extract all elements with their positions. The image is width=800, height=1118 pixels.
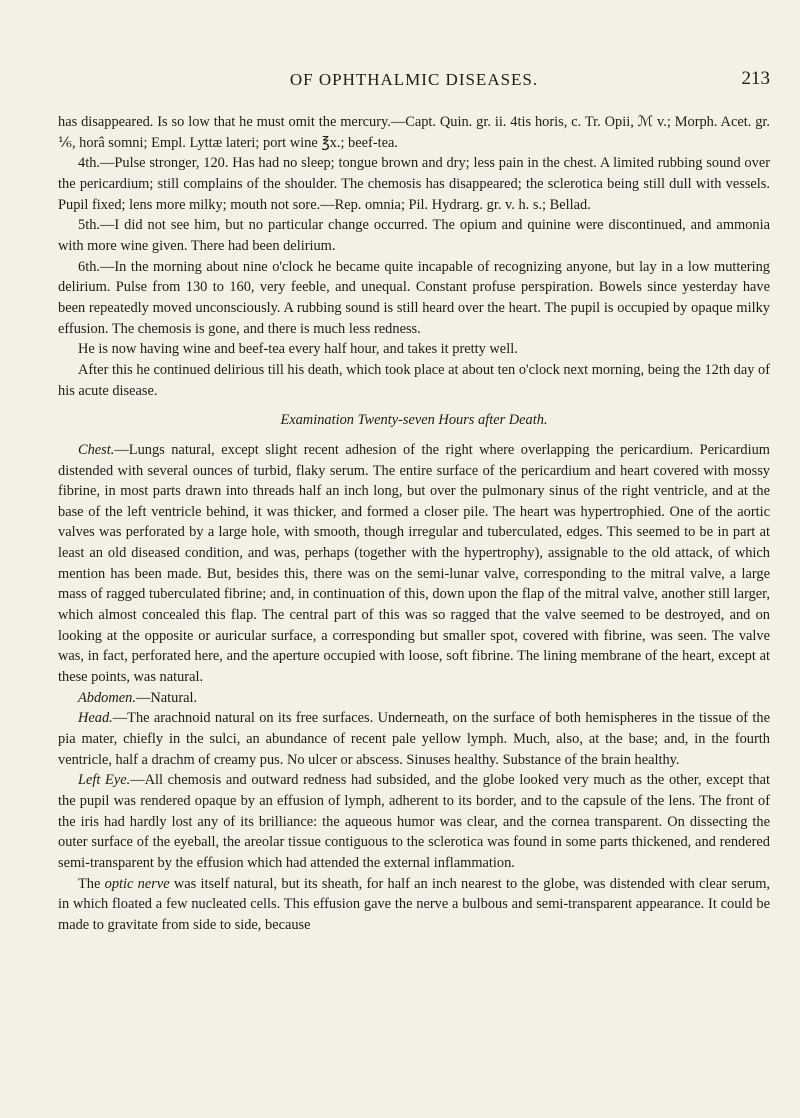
finding-text: —The arachnoid natural on its free surfaces. Underneath, on the surface of both hemispheres in the tissue of the pia mater, chiefly in the sulci, an abundance of recent pale yellow lymph. Much, also, at the base; and, in the fourth ventricle, half a drachm of creamy pus. No ulcer or abscess. Sinuses healthy. Substance of the brain healthy.: [58, 710, 770, 768]
finding-prefix: The: [78, 875, 105, 892]
paragraph-4th: 4th.—Pulse stronger, 120. Has had no sleep; tongue brown and dry; less pain in the chest. A limited rubbing sound over the pericardium; still complains of the shoulder. The chemosis has disappeared; the sclerotica being still dull with vessels. Pupil fixed; lens more milky; mouth not sore.—Rep. omnia; Pil. Hydrarg. gr. v. h. s.; Bellad.: [58, 155, 770, 213]
section-heading: Examination Twenty-seven Hours after Death.: [280, 412, 548, 429]
finding-text: —All chemosis and outward redness had subsided, and the globe looked very much as the other, except that the pupil was rendered opaque by an effusion of lymph, adherent to its border, and to the capsule of the lens. The front of the iris had hardly lost any of its brilliance: the aqueous humor was clear, and the cornea transparent. On dissecting the outer surface of the eyeball, the areolar tissue contiguous to the sclerotica was found in some parts thickened, and rendered semi-transparent by the effusion which had attended the external inflammation.: [58, 772, 770, 871]
page-header: [58, 70, 770, 92]
paragraph-6th: 6th.—In the morning about nine o'clock he became quite incapable of recognizing anyone, but lay in a low muttering delirium. Pulse from 130 to 160, very feeble, and unequal. Constant profuse perspiration. Bowels since yesterday have been repeatedly moved unconsciously. A rubbing sound is still heard over the heart. The pupil is occupied by opaque milky effusion. The chemosis is gone, and there is much less redness.: [58, 258, 770, 337]
page-number: 213: [741, 68, 770, 89]
running-title: OF OPHTHALMIC DISEASES.: [289, 70, 539, 89]
finding-text: —Natural.: [135, 689, 198, 706]
finding-chest: [58, 440, 770, 688]
paragraph-5th: 5th.—I did not see him, but no particular change occurred. The opium and quinine were discontinued, and ammonia with more wine given. There had been delirium.: [58, 217, 770, 254]
finding-text: was itself natural, but its sheath, for half an inch nearest to the globe, was distended with clear serum, in which floated a few nucleated cells. This effusion gave the nerve a bulbous and semi-transparent appearance. It could be made to gravitate from side to side, because: [58, 875, 770, 933]
finding-lead: Abdomen.: [78, 689, 136, 706]
finding-left-eye: [58, 770, 770, 873]
finding-lead: Head.: [78, 710, 113, 727]
paragraph-continuation: has disappeared. Is so low that he must omit the mercury.—Capt. Quin. gr. ii. 4tis horis, c. Tr. Opii, ℳ v.; Morph. Acet. gr. ⅙, horâ somni; Empl. Lyttæ lateri; port wine ℥x.; beef-tea.: [58, 114, 770, 151]
finding-text: —Lungs natural, except slight recent adhesion of the right where overlapping the pericardium. Pericardium distended with several ounces of turbid, flaky serum. The entire surface of the pericardium and heart covered with mossy fibrine, in most parts drawn into threads half an inch long, but over the pulmonary sinus of the right ventricle, and at the base of the left ventricle behind, it was thicker, and formed a closer pile. The heart was hypertrophied. One of the aortic valves was perforated by a large hole, with smooth, though irregular and tuberculated, edges. This seemed to be in part at least an old diseased condition, and was, perhaps (together with the hypertrophy), assignable to the old attack, of which mention has been made. But, besides this, there was on the semi-lunar valve, corresponding to the mitral valve, a large mass of ragged tuberculated fibrine; and, in continuation of this, down upon the flap of the mitral valve, another still larger, which almost concealed this flap. The central part of this was so ragged that the valve seemed to be destroyed, and on looking at the opposite or auricular surface, a corresponding but smaller spot, covered with fibrine, was seen. The valve was, in fact, perforated here, and the aperture occupied with loose, soft fibrine. The lining membrane of the heart, except at these points, was natural.: [58, 441, 770, 686]
finding-head: [58, 708, 770, 770]
paragraph-wine: He is now having wine and beef-tea every half hour, and takes it pretty well.: [78, 341, 518, 358]
finding-optic-nerve: [58, 874, 770, 936]
finding-abdomen: [58, 688, 770, 709]
paragraph-death: After this he continued delirious till his death, which took place at about ten o'clock next morning, being the 12th day of his acute disease.: [58, 361, 770, 399]
finding-lead: optic nerve: [104, 875, 170, 892]
page-body: [58, 112, 770, 936]
finding-lead: Chest.: [78, 441, 115, 458]
finding-lead: Left Eye.: [78, 772, 131, 789]
